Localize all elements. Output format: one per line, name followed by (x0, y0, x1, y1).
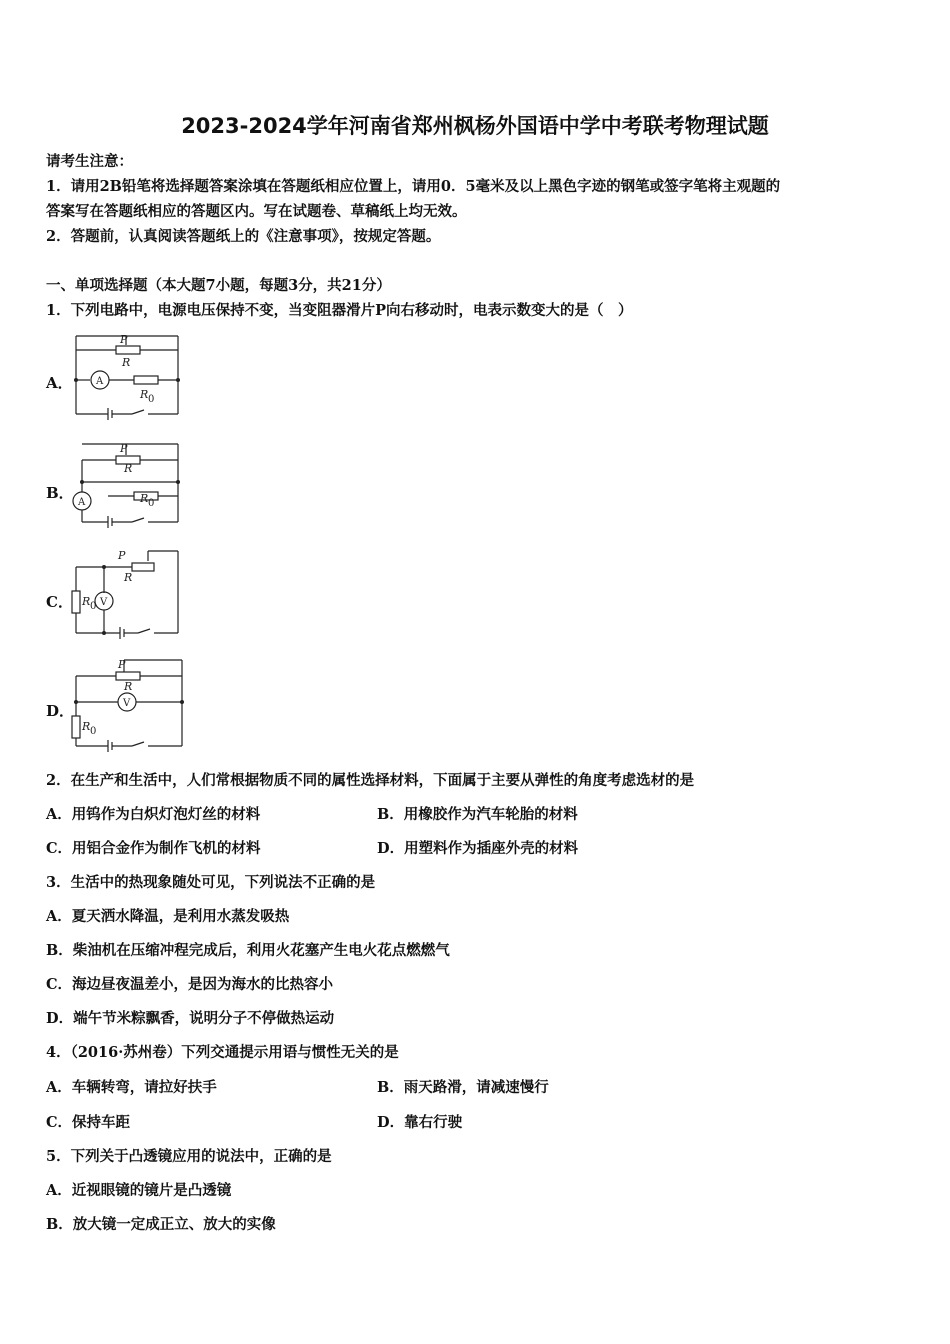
q1-option-d-label: D． (46, 702, 75, 720)
q1-circuit-b (68, 440, 188, 532)
q2-option-d: D．用塑料作为插座外壳的材料 (377, 840, 579, 857)
q4-stem: 4．（2016·苏州卷）下列交通提示用语与惯性无关的是 (46, 1044, 399, 1061)
q2-stem: 2．在生产和生活中，人们常根据物质不同的属性选择材料，下面属于主要从弹性的角度考虑选材的是 (46, 772, 695, 789)
q1a-r0-label: R (140, 388, 149, 401)
q1-circuit-c (68, 547, 188, 639)
q1a-ammeter-label: A (96, 376, 104, 387)
q3-option-c: C．海边昼夜温差小，是因为海水的比热容小 (46, 976, 334, 993)
q1b-r-label: R (124, 462, 133, 475)
q2-option-b: B．用橡胶作为汽车轮胎的材料 (377, 806, 578, 823)
q1d-r0-sub: 0 (90, 726, 97, 737)
q1d-voltmeter-label: V (123, 698, 131, 709)
q1-circuit-a (68, 330, 188, 422)
q1-stem: 1．下列电路中，电源电压保持不变，当变阻器滑片P向右移动时，电表示数变大的是（ ） (46, 302, 633, 319)
q1-option-c-label: C． (46, 593, 73, 611)
q1b-ammeter-label: A (78, 497, 86, 508)
notice-heading: 请考生注意： (46, 153, 133, 170)
q1c-p-label: P (118, 549, 126, 562)
q5-option-a: A．近视眼镜的镜片是凸透镜 (46, 1182, 232, 1199)
q3-option-b: B．柴油机在压缩冲程完成后，利用火花塞产生电火花点燃燃气 (46, 942, 450, 959)
q1d-r-label: R (124, 680, 133, 693)
q1d-p-label: P (118, 658, 126, 671)
q1c-voltmeter-label: V (100, 597, 108, 608)
q1c-r0-sub: 0 (90, 601, 97, 612)
q3-stem: 3．生活中的热现象随处可见，下列说法不正确的是 (46, 874, 376, 891)
q4-option-d: D．靠右行驶 (377, 1114, 463, 1131)
q3-option-d: D．端午节米粽飘香，说明分子不停做热运动 (46, 1010, 335, 1027)
q1-option-b-label: B． (46, 484, 74, 502)
q1a-p-label: P (120, 333, 128, 346)
section-heading: 一、单项选择题（本大题7小题，每题3分，共21分） (46, 277, 391, 294)
notice-line-3: 2．答题前，认真阅读答题纸上的《注意事项》，按规定答题。 (46, 228, 441, 245)
q1-option-a-label: A． (46, 374, 73, 392)
notice-line-1: 1．请用2B铅笔将选择题答案涂填在答题纸相应位置上，请用0．5毫米及以上黑色字迹的钢笔或签字笔将主观题的 (46, 178, 781, 195)
q3-option-a: A．夏天洒水降温，是利用水蒸发吸热 (46, 908, 290, 925)
q4-option-b: B．雨天路滑，请减速慢行 (377, 1079, 549, 1096)
q5-stem: 5．下列关于凸透镜应用的说法中，正确的是 (46, 1148, 332, 1165)
q5-option-b: B．放大镜一定成正立、放大的实像 (46, 1216, 276, 1233)
q1c-r0-label: R (82, 595, 91, 608)
page-title: 2023-2024学年河南省郑州枫杨外国语中学中考联考物理试题 (181, 114, 769, 138)
q1b-r0-label: R (140, 492, 149, 505)
q1a-r0-sub: 0 (148, 394, 155, 405)
q1-circuit-d (68, 656, 188, 752)
notice-line-2: 答案写在答题纸相应的答题区内。写在试题卷、草稿纸上均无效。 (46, 203, 467, 220)
q1c-r-label: R (124, 571, 133, 584)
q2-option-c: C．用铝合金作为制作飞机的材料 (46, 840, 261, 857)
q2-option-a: A．用钨作为白炽灯泡灯丝的材料 (46, 806, 261, 823)
q1b-r0-sub: 0 (148, 498, 155, 509)
q1a-r-label: R (122, 356, 131, 369)
q4-option-a: A．车辆转弯，请拉好扶手 (46, 1079, 217, 1096)
q1d-r0-label: R (82, 720, 91, 733)
q1b-p-label: P (120, 442, 128, 455)
q4-option-c: C．保持车距 (46, 1114, 131, 1131)
